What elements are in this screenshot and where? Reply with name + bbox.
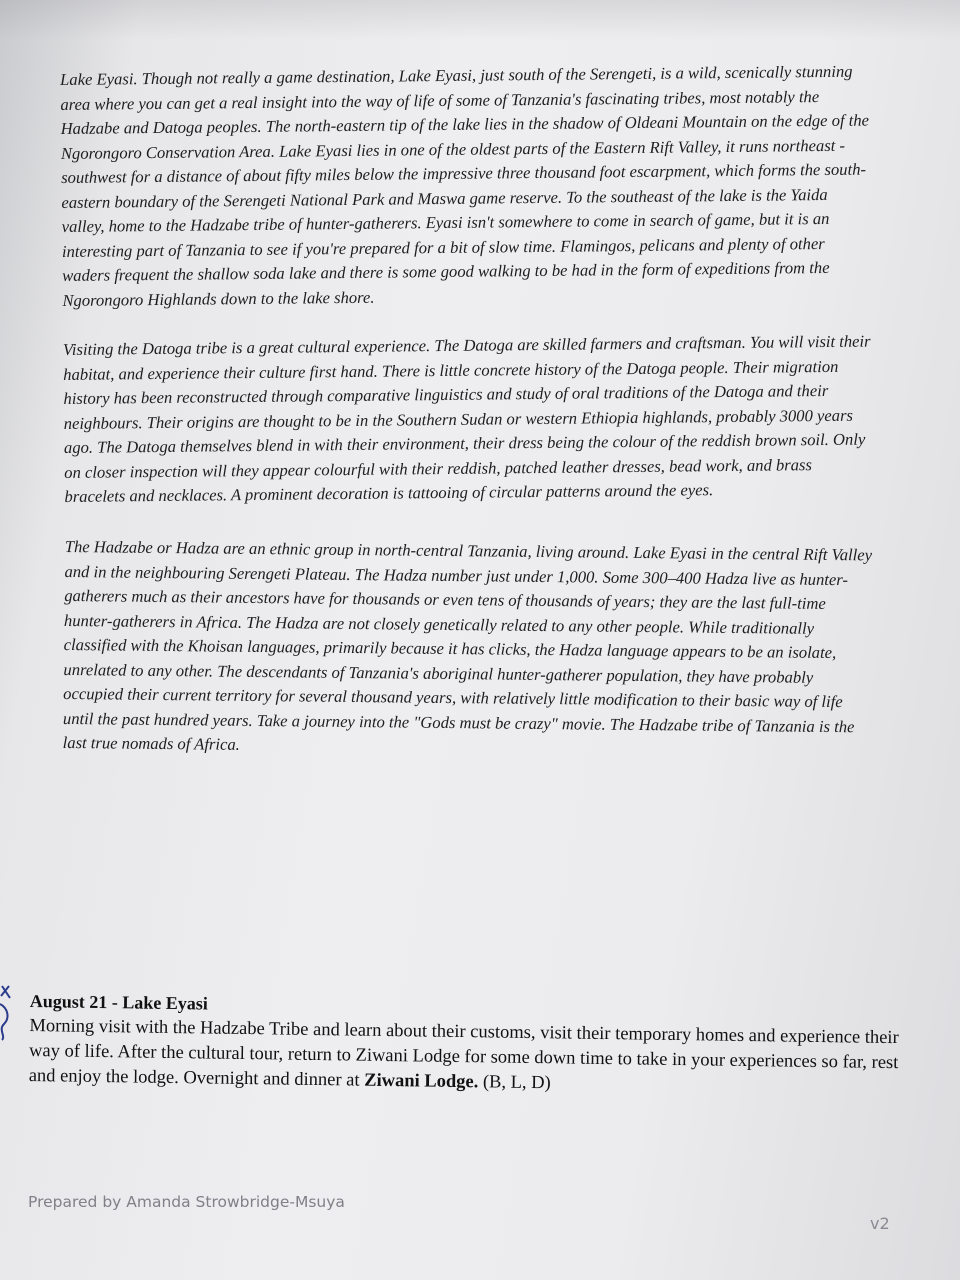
lodge-name: Ziwani Lodge.	[364, 1070, 479, 1093]
paragraph-lake-eyasi: Lake Eyasi. Though not really a game destination, Lake Eyasi, just south of the Serengeti, is a wild, scenically stunning area where you can get a real insight into the way of life of some of Tanzania's fascinating tribes, most notably the Hadzabe and Datoga peoples. The north-eastern tip of the lake lies in the shadow of Oldeani Mountain on the edge of the Ngorongoro Conservation Area. Lake Eyasi lies in one of the oldest parts of the Eastern Rift Valley, it runs northeast - southwest for a distance of about fifty miles below the impressive three thousand foot escarpment, which forms the south-eastern boundary of the Serengeti National Park and Maswa game reserve. To the southeast of the lake is the Yaida valley, home to the Hadzabe tribe of hunter-gatherers. Eyasi isn't somewhere to come in search of game, but it is an interesting part of Tanzania to see if you're prepared for a bit of slow time. Flamingos, pelicans and plenty of other waders frequent the shallow soda lake and there is some good walking to be had in the form of expeditions from the Ngorongoro Highlands down to the lake shore.	[60, 61, 870, 310]
day-body	[29, 1014, 900, 1101]
prepared-by-footer: Prepared by Amanda Strowbridge-Msuya	[28, 1193, 345, 1211]
version-label: v2	[870, 1214, 890, 1233]
paragraph-datoga-tribe: Visiting the Datoga tribe is a great cultural experience. The Datoga are skilled farmers and craftsman. You will visit their habitat, and experience their culture first hand. There is little concrete history of the Datoga people. Their migration history has been reconstructed through comparative linguistics and study of oral traditions of the Datoga and their neighbours. Their origins are thought to be in the Southern Sudan or western Ethiopia highlands, probably 3000 years ago. The Datoga themselves blend in with their environment, their dress being the colour of the reddish brown soil. Only on closer inspection will they appear colourful with their reddish, patched leather dresses, bead work, and brass bracelets and necklaces. A prominent decoration is tattooing of circular patterns around the eyes.	[62, 331, 871, 506]
page-shadow	[0, 0, 960, 40]
handwritten-mark-icon	[0, 982, 14, 1042]
itinerary-description	[60, 60, 877, 780]
paragraph-hadzabe-tribe: The Hadzabe or Hadza are an ethnic group in north-central Tanzania, living around. Lake Eyasi in the central Rift Valley and in the neighbouring Serengeti Plateau. The Hadza number just under 1,000. Some 300–400 Hadza live as hunter-gatherers much as their ancestors have for thousands or even tens of thousands of years; they are the last full-time hunter-gatherers in Africa. The Hadza are not closely genetically related to any other people. While traditionally classified with the Khoisan languages, primarily because it has clicks, the Hadza language appears to be an isolate, unrelated to any other. The descendants of Tanzania's aboriginal hunter-gatherer population, they have probably occupied their current territory for several thousand years, with relatively little modification to their basic way of life until the past hundred years. Take a journey into the "Gods must be crazy" movie. The Hadzabe tribe of Tanzania is the last true nomads of Africa.	[62, 536, 873, 754]
day-itinerary	[29, 988, 900, 1101]
meals-included: (B, L, D)	[478, 1072, 551, 1094]
day-body-text: Morning visit with the Hadzabe Tribe and learn about their customs, visit their temporary homes and experience their way of life. After the cultural tour, return to Ziwani Lodge for some down time to take in your experiences so far, rest and enjoy the lodge. Overnight and dinner at	[28, 1015, 899, 1091]
day-title: August 21 - Lake Eyasi	[29, 990, 208, 1014]
